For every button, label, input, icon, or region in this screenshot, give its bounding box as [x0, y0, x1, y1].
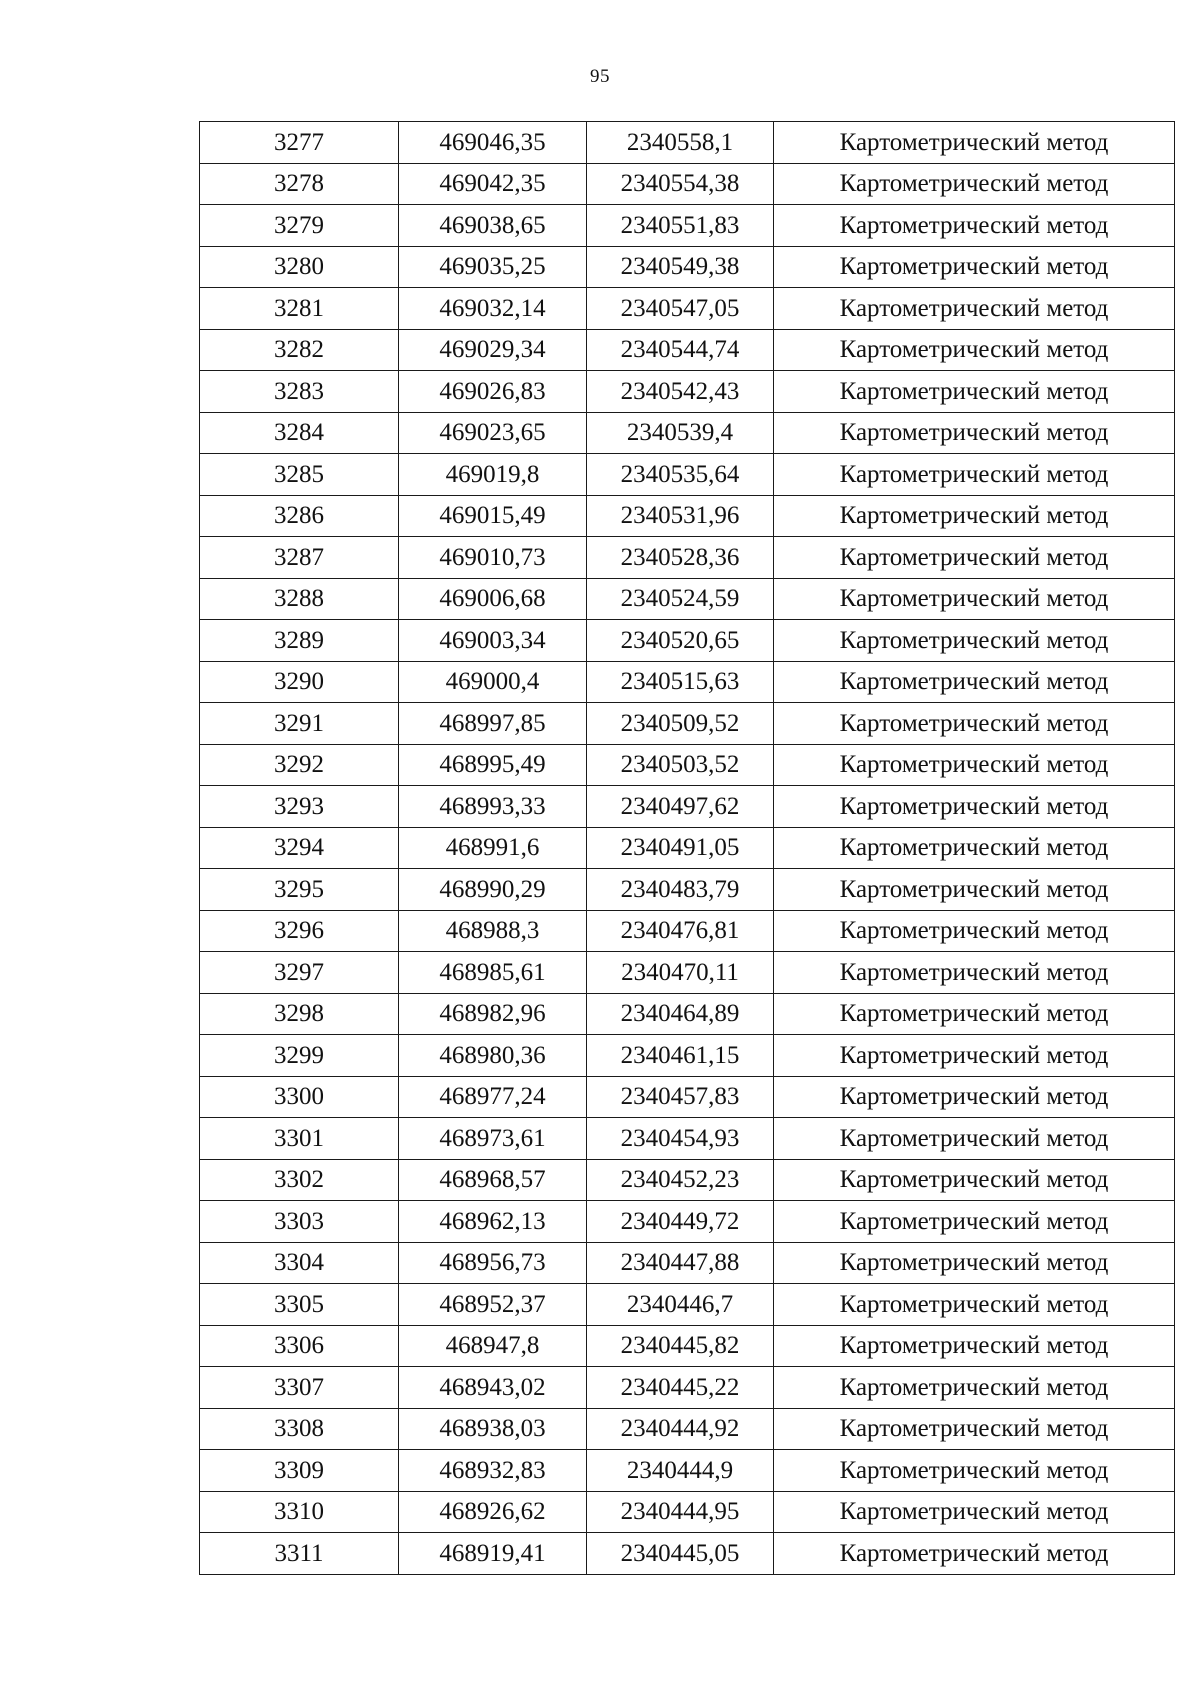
point-number-cell: 3290: [200, 661, 399, 703]
table-row: [200, 454, 1175, 496]
y-coordinate-cell: 2340509,52: [587, 703, 774, 745]
method-cell: Картометрический метод: [774, 620, 1175, 662]
x-coordinate-cell: 468993,33: [399, 786, 587, 828]
method-cell: Картометрический метод: [774, 786, 1175, 828]
y-coordinate-cell: 2340544,74: [587, 329, 774, 371]
method-cell: Картометрический метод: [774, 827, 1175, 869]
x-coordinate-cell: 468926,62: [399, 1491, 587, 1533]
y-coordinate-cell: 2340551,83: [587, 205, 774, 247]
x-coordinate-cell: 469038,65: [399, 205, 587, 247]
y-coordinate-cell: 2340547,05: [587, 288, 774, 330]
table-row: [200, 1242, 1175, 1284]
y-coordinate-cell: 2340446,7: [587, 1284, 774, 1326]
method-cell: Картометрический метод: [774, 246, 1175, 288]
point-number-cell: 3295: [200, 869, 399, 911]
y-coordinate-cell: 2340447,88: [587, 1242, 774, 1284]
y-coordinate-cell: 2340515,63: [587, 661, 774, 703]
table-row: [200, 1035, 1175, 1077]
point-number-cell: 3309: [200, 1450, 399, 1492]
y-coordinate-cell: 2340445,22: [587, 1367, 774, 1409]
table-row: [200, 329, 1175, 371]
method-cell: Картометрический метод: [774, 537, 1175, 579]
x-coordinate-cell: 468956,73: [399, 1242, 587, 1284]
method-cell: Картометрический метод: [774, 1284, 1175, 1326]
x-coordinate-cell: 468938,03: [399, 1408, 587, 1450]
table-row: [200, 163, 1175, 205]
y-coordinate-cell: 2340461,15: [587, 1035, 774, 1077]
x-coordinate-cell: 469023,65: [399, 412, 587, 454]
table-row: [200, 1450, 1175, 1492]
table-row: [200, 495, 1175, 537]
method-cell: Картометрический метод: [774, 454, 1175, 496]
method-cell: Картометрический метод: [774, 661, 1175, 703]
x-coordinate-cell: 469006,68: [399, 578, 587, 620]
coordinates-table-body: [200, 122, 1175, 1575]
coordinates-table: [199, 121, 1175, 1575]
point-number-cell: 3280: [200, 246, 399, 288]
method-cell: Картометрический метод: [774, 288, 1175, 330]
point-number-cell: 3305: [200, 1284, 399, 1326]
point-number-cell: 3293: [200, 786, 399, 828]
table-row: [200, 1533, 1175, 1575]
table-row: [200, 246, 1175, 288]
table-row: [200, 1201, 1175, 1243]
method-cell: Картометрический метод: [774, 1533, 1175, 1575]
table-row: [200, 744, 1175, 786]
x-coordinate-cell: 468995,49: [399, 744, 587, 786]
y-coordinate-cell: 2340457,83: [587, 1076, 774, 1118]
x-coordinate-cell: 468952,37: [399, 1284, 587, 1326]
point-number-cell: 3286: [200, 495, 399, 537]
method-cell: Картометрический метод: [774, 1201, 1175, 1243]
point-number-cell: 3279: [200, 205, 399, 247]
method-cell: Картометрический метод: [774, 1035, 1175, 1077]
method-cell: Картометрический метод: [774, 1367, 1175, 1409]
method-cell: Картометрический метод: [774, 329, 1175, 371]
x-coordinate-cell: 468988,3: [399, 910, 587, 952]
point-number-cell: 3298: [200, 993, 399, 1035]
point-number-cell: 3307: [200, 1367, 399, 1409]
y-coordinate-cell: 2340520,65: [587, 620, 774, 662]
x-coordinate-cell: 468943,02: [399, 1367, 587, 1409]
table-row: [200, 205, 1175, 247]
method-cell: Картометрический метод: [774, 412, 1175, 454]
x-coordinate-cell: 469035,25: [399, 246, 587, 288]
x-coordinate-cell: 469026,83: [399, 371, 587, 413]
y-coordinate-cell: 2340554,38: [587, 163, 774, 205]
method-cell: Картометрический метод: [774, 869, 1175, 911]
y-coordinate-cell: 2340528,36: [587, 537, 774, 579]
x-coordinate-cell: 468968,57: [399, 1159, 587, 1201]
x-coordinate-cell: 468977,24: [399, 1076, 587, 1118]
point-number-cell: 3284: [200, 412, 399, 454]
x-coordinate-cell: 468932,83: [399, 1450, 587, 1492]
y-coordinate-cell: 2340445,05: [587, 1533, 774, 1575]
method-cell: Картометрический метод: [774, 1325, 1175, 1367]
point-number-cell: 3301: [200, 1118, 399, 1160]
point-number-cell: 3294: [200, 827, 399, 869]
table-row: [200, 1118, 1175, 1160]
point-number-cell: 3299: [200, 1035, 399, 1077]
x-coordinate-cell: 468962,13: [399, 1201, 587, 1243]
point-number-cell: 3303: [200, 1201, 399, 1243]
table-row: [200, 661, 1175, 703]
y-coordinate-cell: 2340535,64: [587, 454, 774, 496]
x-coordinate-cell: 468997,85: [399, 703, 587, 745]
method-cell: Картометрический метод: [774, 910, 1175, 952]
table-row: [200, 869, 1175, 911]
x-coordinate-cell: 469010,73: [399, 537, 587, 579]
method-cell: Картометрический метод: [774, 703, 1175, 745]
y-coordinate-cell: 2340491,05: [587, 827, 774, 869]
point-number-cell: 3297: [200, 952, 399, 994]
table-row: [200, 620, 1175, 662]
method-cell: Картометрический метод: [774, 163, 1175, 205]
x-coordinate-cell: 468919,41: [399, 1533, 587, 1575]
table-row: [200, 371, 1175, 413]
y-coordinate-cell: 2340549,38: [587, 246, 774, 288]
x-coordinate-cell: 468991,6: [399, 827, 587, 869]
point-number-cell: 3302: [200, 1159, 399, 1201]
table-row: [200, 1076, 1175, 1118]
x-coordinate-cell: 468985,61: [399, 952, 587, 994]
point-number-cell: 3287: [200, 537, 399, 579]
y-coordinate-cell: 2340444,92: [587, 1408, 774, 1450]
table-row: [200, 827, 1175, 869]
table-row: [200, 1367, 1175, 1409]
table-row: [200, 288, 1175, 330]
point-number-cell: 3310: [200, 1491, 399, 1533]
point-number-cell: 3292: [200, 744, 399, 786]
y-coordinate-cell: 2340444,95: [587, 1491, 774, 1533]
table-row: [200, 122, 1175, 164]
method-cell: Картометрический метод: [774, 371, 1175, 413]
table-row: [200, 952, 1175, 994]
point-number-cell: 3278: [200, 163, 399, 205]
table-row: [200, 578, 1175, 620]
x-coordinate-cell: 469042,35: [399, 163, 587, 205]
y-coordinate-cell: 2340558,1: [587, 122, 774, 164]
y-coordinate-cell: 2340452,23: [587, 1159, 774, 1201]
y-coordinate-cell: 2340476,81: [587, 910, 774, 952]
method-cell: Картометрический метод: [774, 1118, 1175, 1160]
method-cell: Картометрический метод: [774, 1242, 1175, 1284]
x-coordinate-cell: 468982,96: [399, 993, 587, 1035]
method-cell: Картометрический метод: [774, 1491, 1175, 1533]
y-coordinate-cell: 2340497,62: [587, 786, 774, 828]
method-cell: Картометрический метод: [774, 205, 1175, 247]
x-coordinate-cell: 469046,35: [399, 122, 587, 164]
point-number-cell: 3304: [200, 1242, 399, 1284]
point-number-cell: 3300: [200, 1076, 399, 1118]
y-coordinate-cell: 2340524,59: [587, 578, 774, 620]
table-row: [200, 1408, 1175, 1450]
x-coordinate-cell: 468990,29: [399, 869, 587, 911]
point-number-cell: 3277: [200, 122, 399, 164]
x-coordinate-cell: 469000,4: [399, 661, 587, 703]
x-coordinate-cell: 468947,8: [399, 1325, 587, 1367]
y-coordinate-cell: 2340470,11: [587, 952, 774, 994]
method-cell: Картометрический метод: [774, 744, 1175, 786]
table-row: [200, 1325, 1175, 1367]
y-coordinate-cell: 2340449,72: [587, 1201, 774, 1243]
point-number-cell: 3285: [200, 454, 399, 496]
x-coordinate-cell: 469003,34: [399, 620, 587, 662]
y-coordinate-cell: 2340542,43: [587, 371, 774, 413]
point-number-cell: 3306: [200, 1325, 399, 1367]
method-cell: Картометрический метод: [774, 578, 1175, 620]
y-coordinate-cell: 2340444,9: [587, 1450, 774, 1492]
point-number-cell: 3289: [200, 620, 399, 662]
method-cell: Картометрический метод: [774, 1159, 1175, 1201]
point-number-cell: 3283: [200, 371, 399, 413]
x-coordinate-cell: 469029,34: [399, 329, 587, 371]
point-number-cell: 3281: [200, 288, 399, 330]
y-coordinate-cell: 2340539,4: [587, 412, 774, 454]
table-row: [200, 910, 1175, 952]
x-coordinate-cell: 469015,49: [399, 495, 587, 537]
y-coordinate-cell: 2340483,79: [587, 869, 774, 911]
point-number-cell: 3311: [200, 1533, 399, 1575]
y-coordinate-cell: 2340531,96: [587, 495, 774, 537]
point-number-cell: 3308: [200, 1408, 399, 1450]
method-cell: Картометрический метод: [774, 1408, 1175, 1450]
point-number-cell: 3288: [200, 578, 399, 620]
table-row: [200, 1159, 1175, 1201]
method-cell: Картометрический метод: [774, 1076, 1175, 1118]
method-cell: Картометрический метод: [774, 952, 1175, 994]
point-number-cell: 3296: [200, 910, 399, 952]
table-row: [200, 412, 1175, 454]
method-cell: Картометрический метод: [774, 993, 1175, 1035]
table-row: [200, 993, 1175, 1035]
method-cell: Картометрический метод: [774, 495, 1175, 537]
method-cell: Картометрический метод: [774, 1450, 1175, 1492]
table-row: [200, 703, 1175, 745]
x-coordinate-cell: 468973,61: [399, 1118, 587, 1160]
point-number-cell: 3291: [200, 703, 399, 745]
y-coordinate-cell: 2340445,82: [587, 1325, 774, 1367]
y-coordinate-cell: 2340464,89: [587, 993, 774, 1035]
x-coordinate-cell: 469019,8: [399, 454, 587, 496]
page-number: 95: [590, 66, 610, 87]
x-coordinate-cell: 469032,14: [399, 288, 587, 330]
y-coordinate-cell: 2340454,93: [587, 1118, 774, 1160]
table-row: [200, 537, 1175, 579]
y-coordinate-cell: 2340503,52: [587, 744, 774, 786]
x-coordinate-cell: 468980,36: [399, 1035, 587, 1077]
table-row: [200, 1284, 1175, 1326]
table-row: [200, 786, 1175, 828]
method-cell: Картометрический метод: [774, 122, 1175, 164]
point-number-cell: 3282: [200, 329, 399, 371]
table-row: [200, 1491, 1175, 1533]
